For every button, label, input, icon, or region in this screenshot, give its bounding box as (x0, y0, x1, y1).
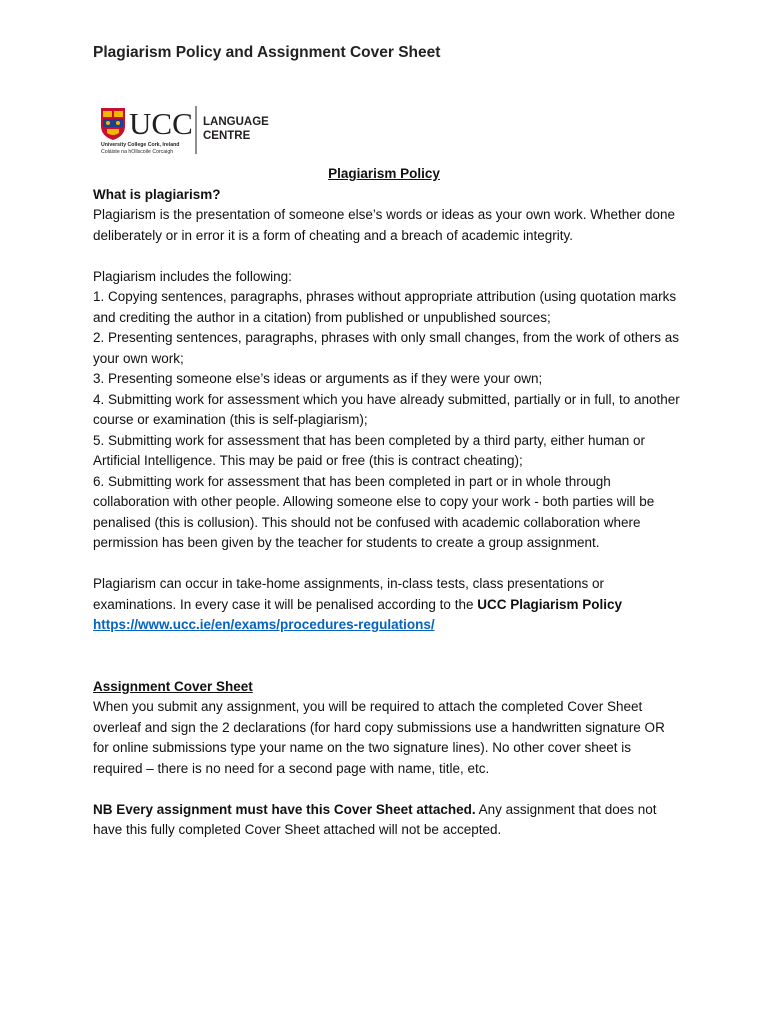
list-item: 1. Copying sentences, paragraphs, phrases without appropriate attribution (using quotation marks and crediting the author in a citation) from published or unpublished sources; (93, 289, 677, 325)
occurrence-paragraph (93, 574, 683, 615)
department-line1: LANGUAGE (203, 116, 269, 128)
list-item: 3. Presenting someone else’s ideas or arguments as if they were your own; (93, 371, 543, 386)
nb-bold-text: NB Every assignment must have this Cover Sheet attached. (93, 801, 476, 817)
list-item: 6. Submitting work for assessment that has been completed in part or in whole through collaboration with other people. Allowing someone else to copy your work - both parties will be penalised (this is collusion). This should not be confused with academic collaboration where permission has been given by the teacher for students to create a group assignment. (93, 473, 655, 550)
cover-sheet-heading: Assignment Cover Sheet (93, 678, 253, 694)
document-body (93, 164, 683, 841)
cover-sheet-instructions: When you submit any assignment, you will be required to attach the completed Cover Sheet overleaf and sign the 2 declarations (for hard copy submissions use a handwritten signature OR for online submissions type your name on the two signature lines). No other cover sheet is required – there is no need for a second page with name, title, etc. (93, 699, 665, 776)
ucc-wordmark: UCC (129, 106, 193, 141)
irish-line: Coláiste na hOllscoile Corcaigh (101, 149, 174, 155)
nb-paragraph (93, 800, 683, 841)
list-item: 5. Submitting work for assessment that has been completed by a third party, either human or Artificial Intelligence. This may be paid or free (this is contract cheating); (93, 432, 646, 468)
ucc-crest-icon (99, 104, 289, 158)
list-item: 4. Submitting work for assessment which you have already submitted, partially or in full, to another course or examination (this is self-plagiarism); (93, 391, 680, 427)
policy-heading: Plagiarism Policy (328, 166, 440, 181)
university-line: University College Cork, Ireland (101, 142, 180, 148)
plagiarism-list (93, 287, 683, 554)
ucc-language-centre-logo (99, 104, 289, 158)
policy-definition: Plagiarism is the presentation of someone else’s words or ideas as your own work. Whether done deliberately or in error it is a form of cheating and a breach of academic integrity. (93, 207, 676, 243)
list-item: 2. Presenting sentences, paragraphs, phrases with only small changes, from the work of others as your own work; (93, 330, 680, 366)
occurrence-text: Plagiarism can occur in take-home assignments, in-class tests, class presentations or examinations. In every case it will be penalised according to the (93, 576, 604, 612)
policy-question: What is plagiarism? (93, 186, 221, 202)
policy-link[interactable]: https://www.ucc.ie/en/exams/procedures-regulations/ (93, 617, 435, 632)
department-line2: CENTRE (203, 130, 251, 142)
document-title: Plagiarism Policy and Assignment Cover Sheet (93, 44, 441, 61)
nb-rest-text: Any assignment that does not have this fully completed Cover Sheet attached will not be accepted. (93, 801, 657, 837)
policy-name: UCC Plagiarism Policy (477, 596, 623, 612)
list-intro: Plagiarism includes the following: (93, 268, 292, 284)
